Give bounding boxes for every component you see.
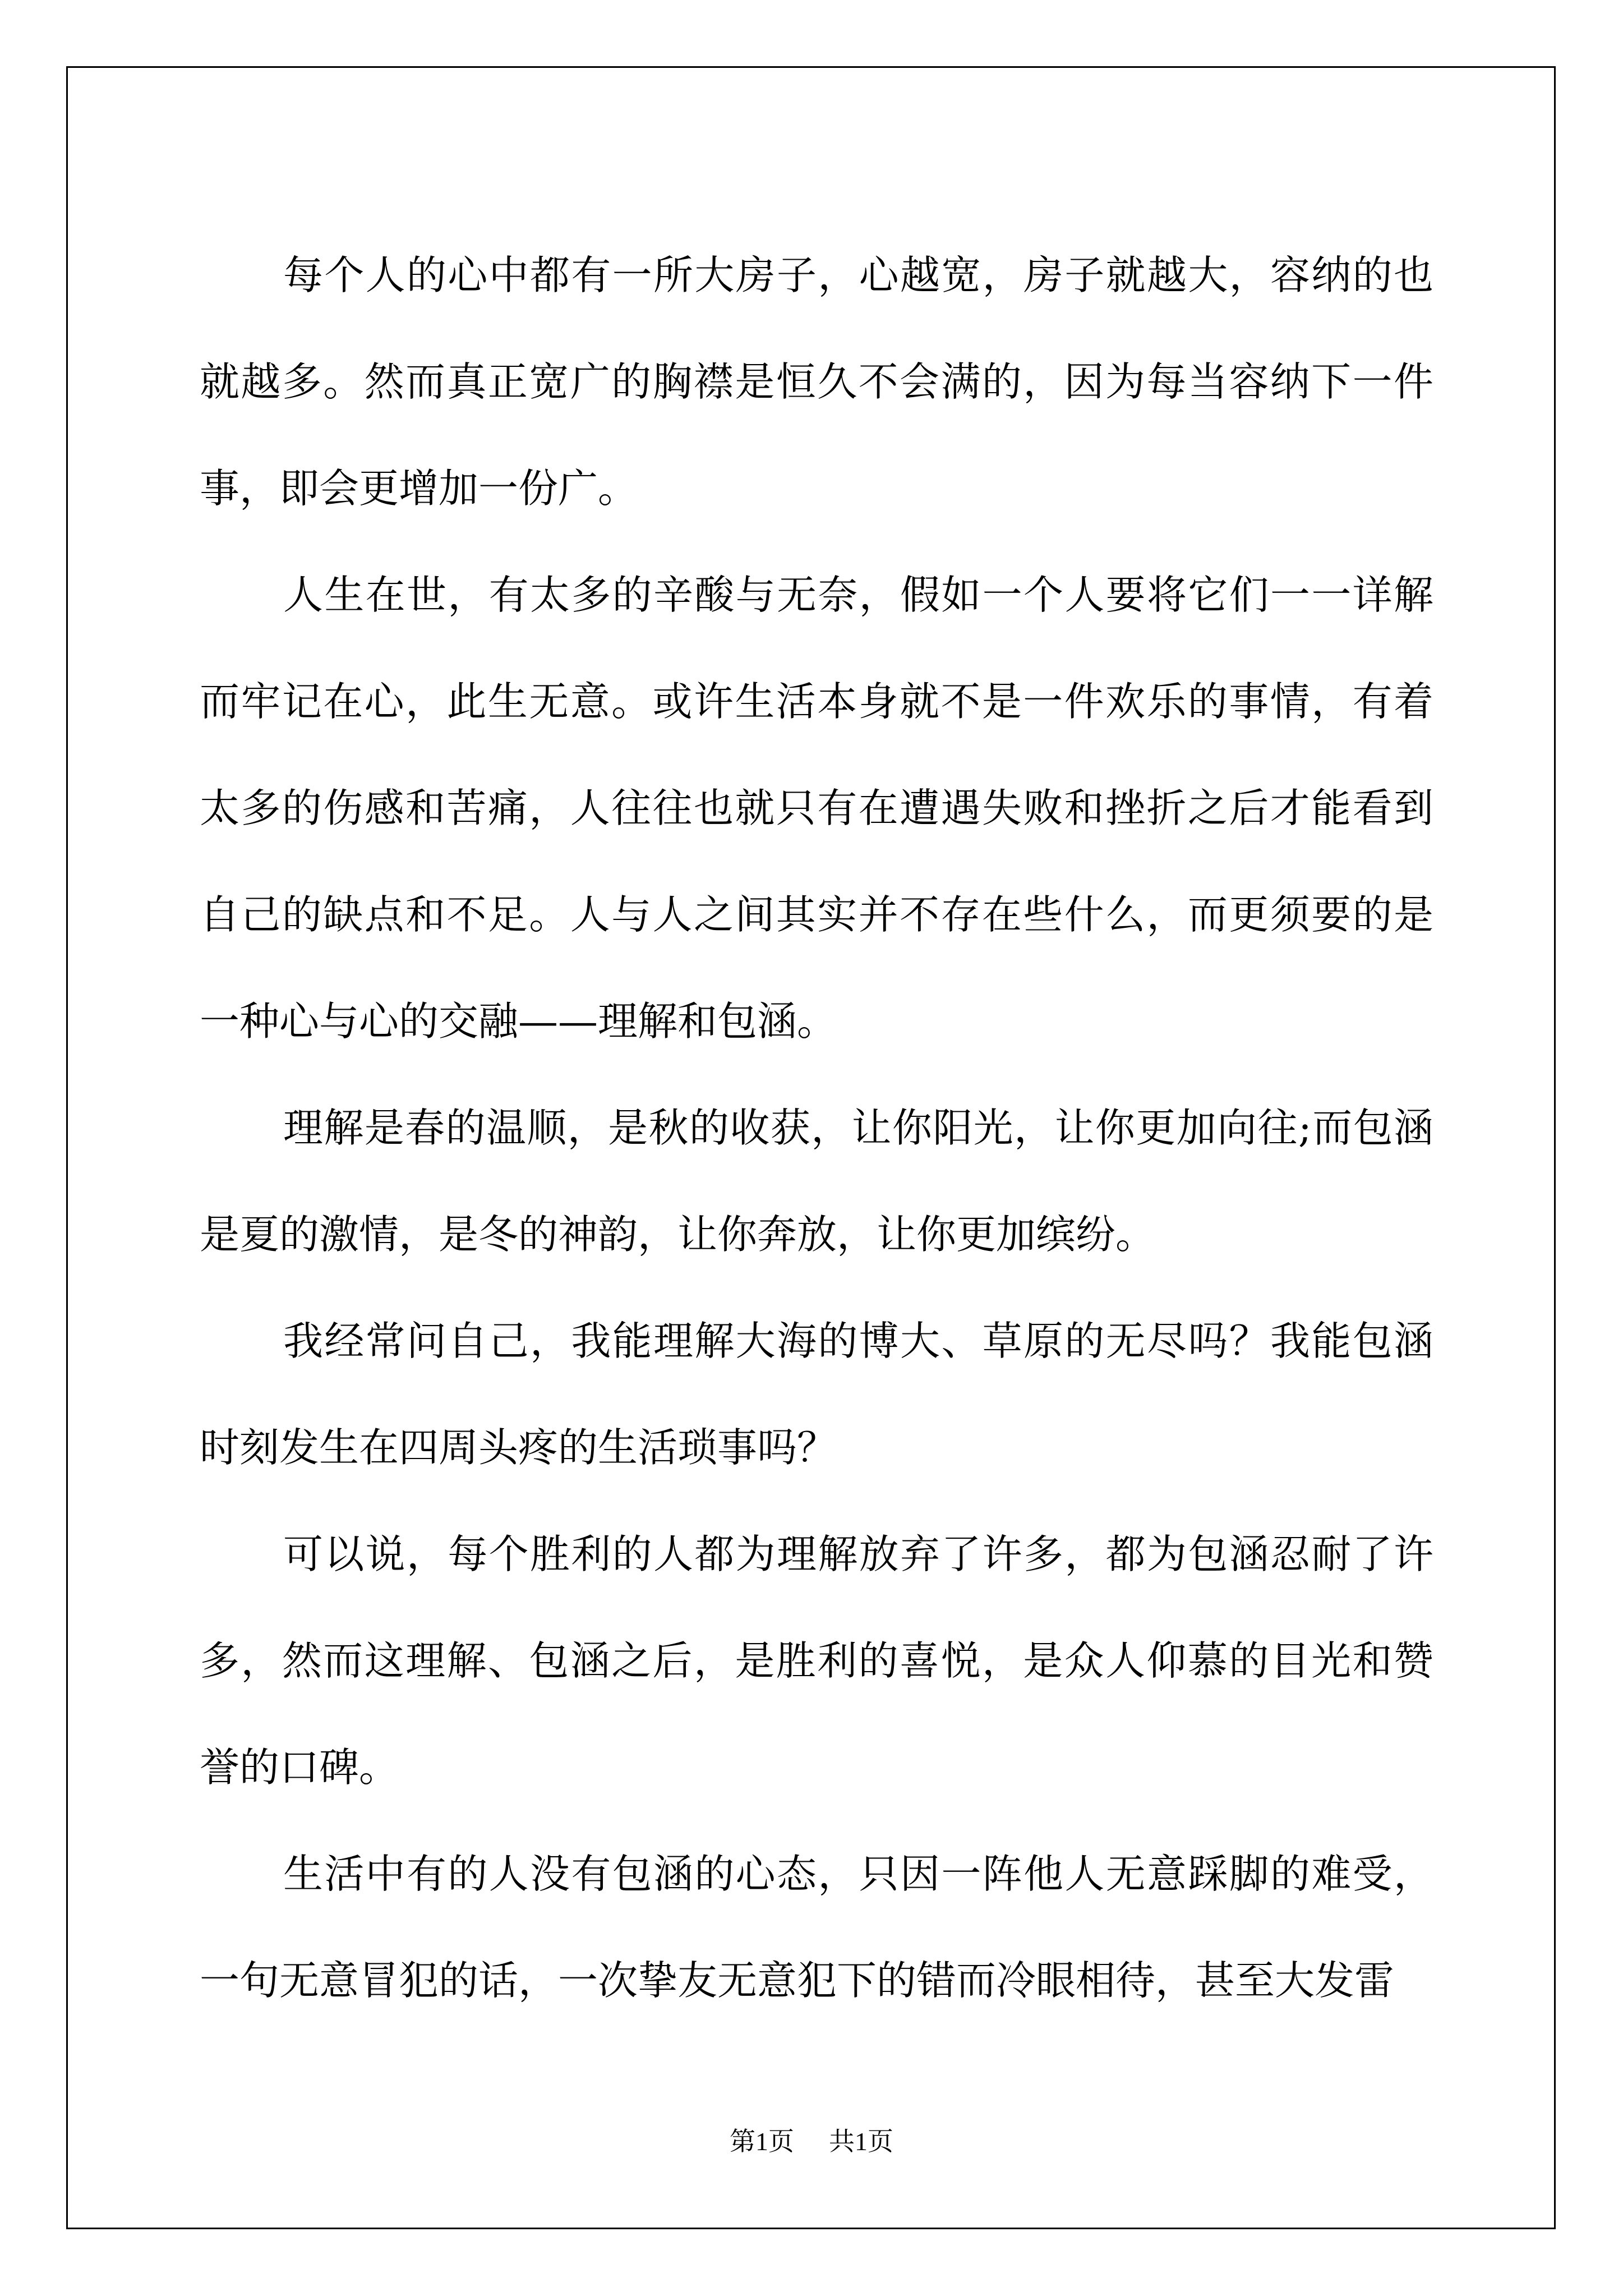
paragraph: 每个人的心中都有一所大房子，心越宽，房子就越大，容纳的也就越多。然而真正宽广的胸襟是恒久不会满的，因为每当容纳下一件事，即会更增加一份广。 — [200, 252, 1433, 512]
paragraph: 理解是春的温顺，是秋的收获，让你阳光，让你更加向往;而包涵是夏的激情，是冬的神韵，让你奔放，让你更加缤纷。 — [200, 1105, 1433, 1258]
paragraph: 生活中有的人没有包涵的心态，只因一阵他人无意踩脚的难受，一句无意冒犯的话，一次挚友无意犯下的错而冷眼相待，甚至大发雷 — [200, 1851, 1433, 2004]
paragraph: 人生在世，有太多的辛酸与无奈，假如一个人要将它们一一详解而牢记在心，此生无意。或许生活本身就不是一件欢乐的事情，有着太多的伤感和苦痛，人往往也就只有在遭遇失败和挫折之后才能看到自己的缺点和不足。人与人之间其实并不存在些什么，而更须要的是一种心与心的交融——理解和包涵。 — [200, 572, 1433, 1045]
document-body — [200, 222, 1433, 2034]
paragraph: 我经常问自己，我能理解大海的博大、草原的无尽吗？我能包涵时刻发生在四周头疼的生活琐事吗？ — [200, 1318, 1433, 1471]
paragraph: 可以说，每个胜利的人都为理解放弃了许多，都为包涵忍耐了许多，然而这理解、包涵之后，是胜利的喜悦，是众人仰慕的目光和赞誉的口碑。 — [200, 1531, 1433, 1791]
page-total: 共1页 — [829, 2127, 893, 2156]
page-footer — [0, 2125, 1623, 2159]
page-number: 第1页 — [730, 2127, 794, 2156]
